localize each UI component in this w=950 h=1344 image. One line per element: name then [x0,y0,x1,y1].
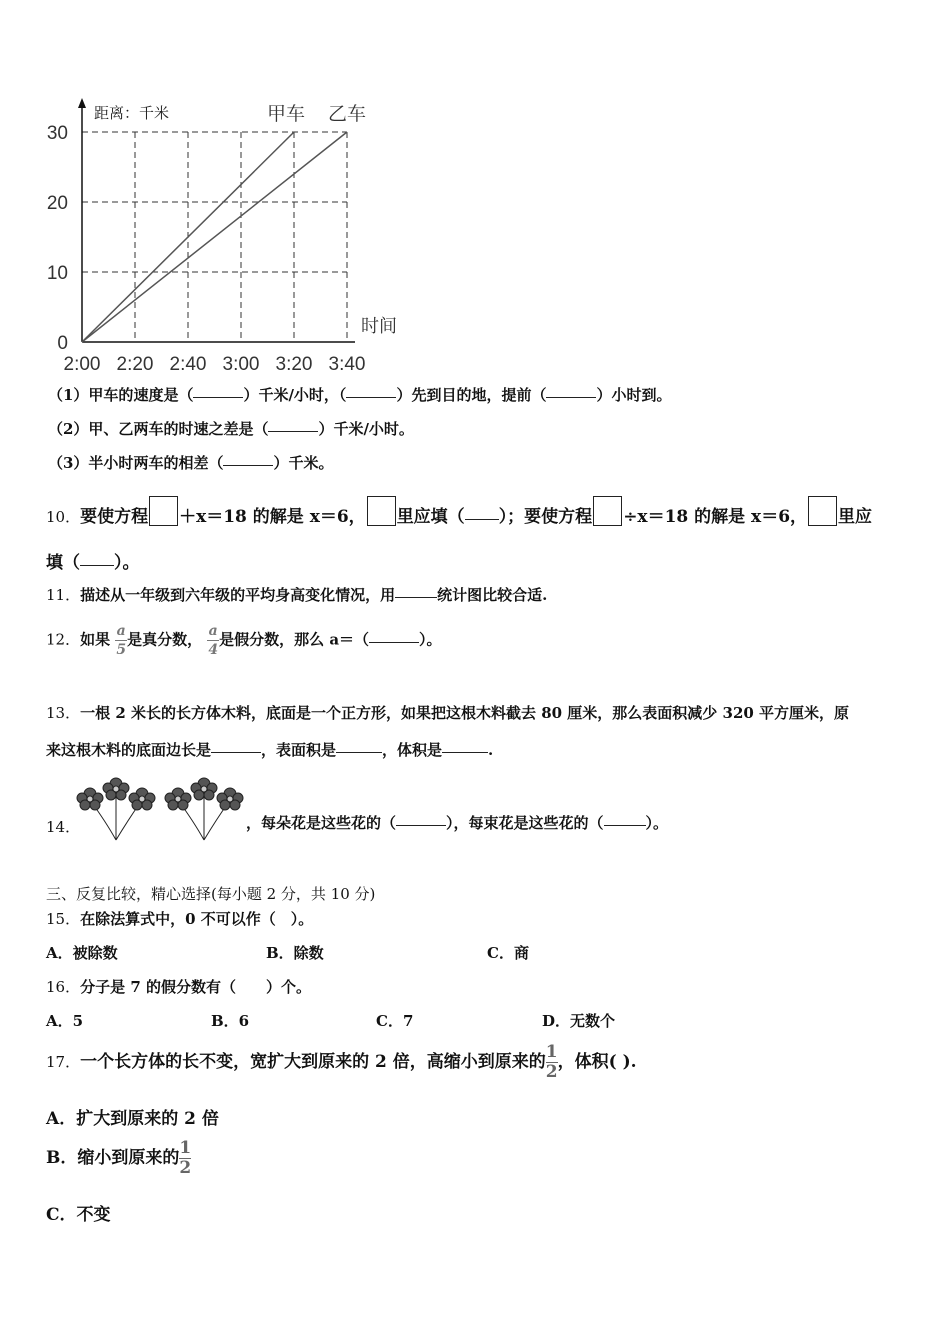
x-tick-label: 2:40 [169,354,207,375]
fraction-one-half: $\frac{1}{2}$ [545,1042,558,1082]
series-label: 乙车 [327,103,367,125]
flower-bouquets-image [76,772,246,844]
fraction-one-half: $\frac{1}{2}$ [179,1138,192,1178]
q15-option-c[interactable]: C．商 [487,944,529,962]
q17-option-a[interactable]: A．扩大到原来的 2 倍 [46,1109,219,1129]
y-tick-label: 30 [46,123,68,144]
answer-box[interactable] [367,496,396,526]
answer-box[interactable] [149,496,178,526]
q17-stem: 17．一个长方体的长不变，宽扩大到原来的 2 倍，高缩小到原来的 $\frac{1}{2}$ ，体积( ). [46,1042,637,1082]
q15-option-a[interactable]: A．被除数 [46,944,118,962]
q17-option-b[interactable]: B．缩小到原来的 $\frac{1}{2}$ [46,1138,192,1178]
q14-text: ，每朵花是这些花的（ ），每束花是这些花的（ ）。 [246,814,669,832]
x-tick-label: 2:00 [63,354,101,375]
q13-line2: 来这根木料的底面边长是 ，表面积是 ，体积是 . [46,741,494,759]
fraction-a-over-4: $\frac{a}{4}$ [208,623,219,658]
q14-number: 14． [46,818,81,836]
y-tick-label: 10 [46,263,68,284]
x-tick-label: 3:00 [222,354,260,375]
q16-stem: 16．分子是 7 的假分数有（ ）个。 [46,978,311,996]
x-tick-label: 3:20 [275,354,313,375]
section-title: 三、反复比较，精心选择(每小题 2 分，共 10 分) [46,885,376,903]
q9-part1: （1）甲车的速度是（ ）千米/小时，（ ）先到目的地，提前（ ）小时到。 [48,386,672,404]
q11: 11．描述从一年级到六年级的平均身高变化情况，用 统计图比较合适. [46,586,548,604]
fraction-a-over-5: $\frac{a}{5}$ [116,623,127,658]
q15-option-b[interactable]: B．除数 [266,944,324,962]
q13-line1: 13．一根 2 米长的长方体木料，底面是一个正方形，如果把这根木料截去 80 厘米，那么表面积减少 320 平方厘米，原 [46,704,850,722]
y-tick-label: 20 [46,193,68,214]
q16-option-c[interactable]: C．7 [376,1012,414,1030]
x-tick-label: 3:40 [328,354,366,375]
q16-option-a[interactable]: A．5 [46,1012,84,1030]
flower-bouquet-icon [165,778,243,840]
series-label: 甲车 [266,103,306,125]
q10-line1: 10．要使方程 ＋x＝18 的解是 x＝6， 里应填（ ）；要使方程 ÷x＝18 的解是 x＝6， 里应 [46,496,872,527]
flower-bouquet-icon [77,778,155,840]
q17-option-c[interactable]: C．不变 [46,1205,111,1225]
answer-box[interactable] [808,496,837,526]
y-axis-arrow [78,98,86,108]
q12: 12．如果 $\frac{a}{5}$ 是真分数， $\frac{a}{4}$ 是假分数，那么 a＝（ ）。 [46,623,442,658]
q9-part2: （2）甲、乙两车的时速之差是（ ）千米/小时。 [48,420,414,438]
q15-stem: 15．在除法算式中，0 不可以作（ ）。 [46,910,314,928]
q10-line2: 填（ ）。 [46,553,140,573]
y-tick-label: 0 [57,333,68,354]
q16-option-b[interactable]: B．6 [211,1012,250,1030]
x-tick-label: 2:20 [116,354,154,375]
q9-part3: （3）半小时两车的相差（ ）千米。 [48,454,334,472]
q16-option-d[interactable]: D．无数个 [542,1012,616,1030]
x-axis-label: 时间 [361,316,397,337]
answer-box[interactable] [593,496,622,526]
y-axis-label: 距离：千米 [94,104,170,122]
distance-time-chart [40,96,420,378]
series-line [82,132,347,342]
